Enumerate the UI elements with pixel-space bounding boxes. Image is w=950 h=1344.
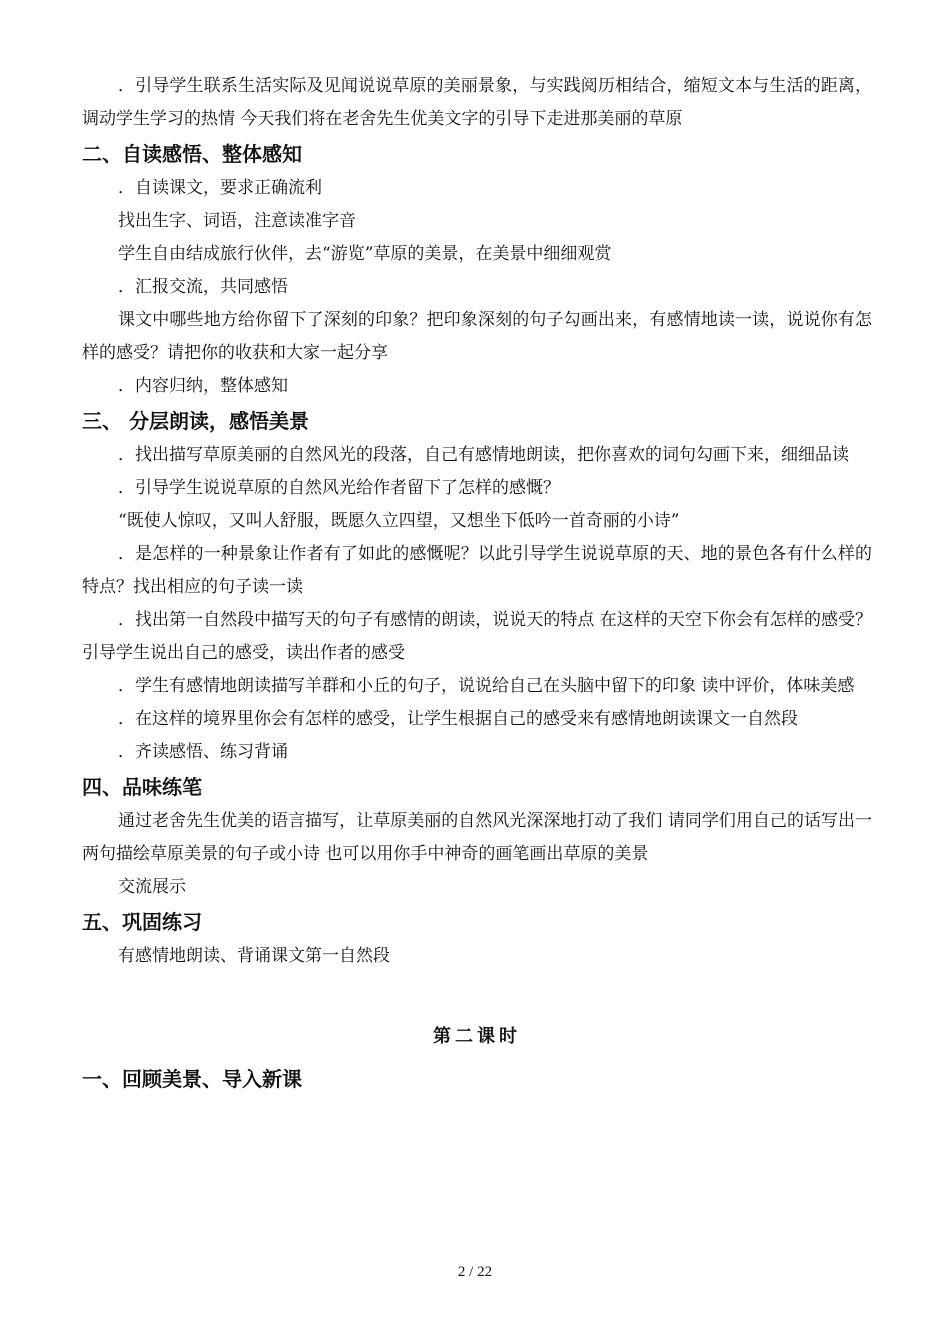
section-heading: 二、自读感悟、整体感知 [82,142,302,166]
paragraph: ．引导学生联系生活实际及见闻说说草原的美丽景象，与实践阅历相结合，缩短文本与生活的距离，调动学生学习的热情 今天我们将在老舍先生优美文字的引导下走进那美丽的草原 [82,76,872,129]
paragraph: ．找出第一自然段中描写天的句子有感情的朗读，说说天的特点 在这样的天空下你会有怎样的感受？引导学生说出自己的感受，读出作者的感受 [82,610,872,663]
document-body [82,70,872,1097]
paragraph: ．学生有感情地朗读描写羊群和小丘的句子，说说给自己在头脑中留下的印象 读中评价，体味美感 [118,676,855,696]
paragraph: ．是怎样的一种景象让作者有了如此的感慨呢？以此引导学生说说草原的天、地的景色各有什么样的特点？找出相应的句子读一读 [82,544,872,597]
section-heading: 五、巩固练习 [82,910,202,934]
paragraph: “既使人惊叹，又叫人舒服，既愿久立四望，又想坐下低吟一首奇丽的小诗” [118,511,680,531]
paragraph: ．内容归纳，整体感知 [118,376,288,396]
paragraph: ．在这样的境界里你会有怎样的感受，让学生根据自己的感受来有感情地朗读课文一自然段 [118,709,798,729]
paragraph: ．自读课文，要求正确流利 [118,178,322,198]
paragraph: 通过老舍先生优美的语言描写，让草原美丽的自然风光深深地打动了我们 请同学们用自己的话写出一两句描绘草原美景的句子或小诗 也可以用你手中神奇的画笔画出草原的美景 [82,811,872,864]
paragraph: 课文中哪些地方给你留下了深刻的印象？把印象深刻的句子勾画出来，有感情地读一读，说说你有怎样的感受？请把你的收获和大家一起分享 [82,310,872,363]
paragraph: ．引导学生说说草原的自然风光给作者留下了怎样的感慨？ [118,478,560,498]
section-heading: 一、回顾美景、导入新课 [82,1067,302,1091]
paragraph: 学生自由结成旅行伙伴，去“游览”草原的美景，在美景中细细观赏 [118,244,612,264]
paragraph: ．齐读感悟、练习背诵 [118,742,288,762]
paragraph: 交流展示 [118,877,186,897]
paragraph: ．汇报交流，共同感悟 [118,277,288,297]
paragraph: 有感情地朗读、背诵课文第一自然段 [118,946,390,966]
lesson-title: 第二课时 [433,1026,521,1047]
paragraph: 找出生字、词语，注意读准字音 [118,211,356,231]
paragraph: ．找出描写草原美丽的自然风光的段落，自己有感情地朗读，把你喜欢的词句勾画下来，细细品读 [118,445,849,465]
section-heading: 三、 分层朗读，感悟美景 [82,409,309,433]
section-heading: 四、品味练笔 [82,775,202,799]
page-number: 2 / 22 [457,1264,493,1280]
